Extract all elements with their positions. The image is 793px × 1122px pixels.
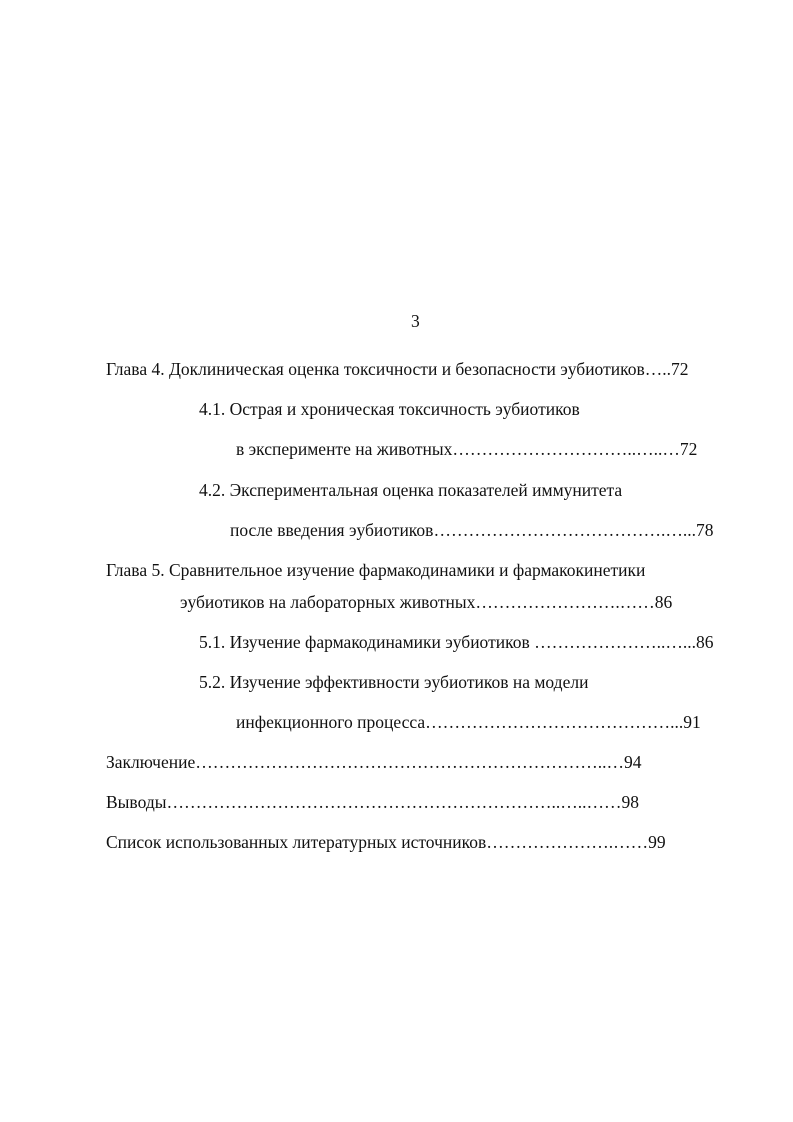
toc-section-5-1: 5.1. Изучение фармакодинамики эубиотиков …………………..…...86 [199,632,714,652]
toc-chapter-5-title: Глава 5. Сравнительное изучение фармакодинамики и фармакокинетики [106,560,646,580]
toc-section-4-2-continuation: после введения эубиотиков………………………………….…...78 [230,520,714,540]
toc-section-5-2-title: 5.2. Изучение эффективности эубиотиков на модели [199,672,589,692]
toc-section-4-2-title: 4.2. Экспериментальная оценка показателей иммунитета [199,480,623,500]
toc-section-5-2-continuation: инфекционного процесса……………………………………...91 [236,712,701,732]
toc-references: Список использованных литературных источников………………….……99 [106,832,666,852]
toc-section-4-1-title: 4.1. Острая и хроническая токсичность эубиотиков [199,399,580,419]
toc-chapter-5-continuation: эубиотиков на лабораторных животных…………………….……86 [180,592,673,612]
page-number: 3 [411,311,420,331]
toc-findings: Выводы…………………………………………………………..…..……98 [106,792,639,812]
toc-conclusion: Заключение……………………………………………………………..…94 [106,752,642,772]
toc-chapter-4: Глава 4. Доклиническая оценка токсичности и безопасности эубиотиков…..72 [106,359,689,379]
toc-section-4-1-continuation: в эксперименте на животных…………………………..…..…72 [236,439,698,459]
